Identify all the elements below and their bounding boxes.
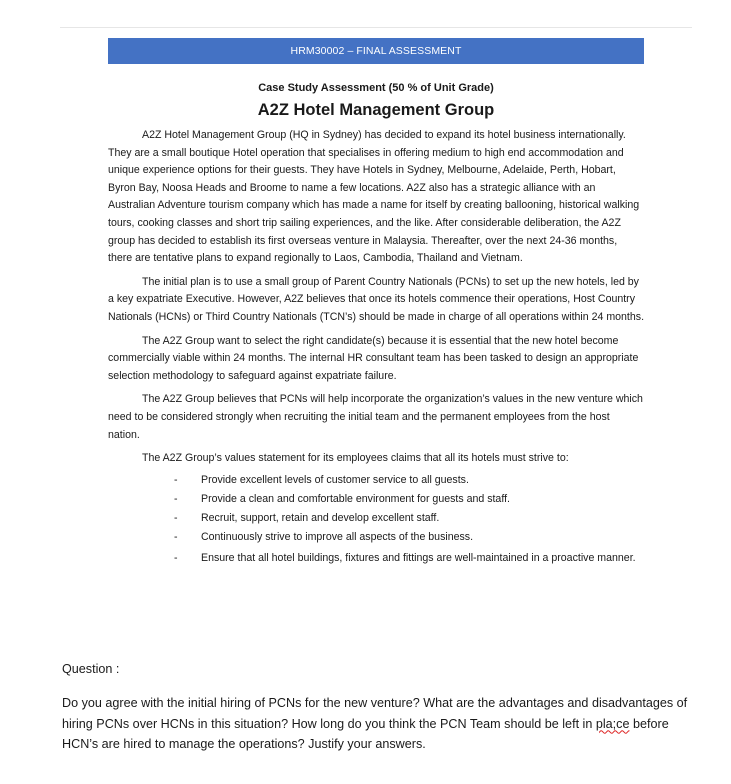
question-section bbox=[62, 662, 702, 767]
subtitle: Case Study Assessment (50 % of Unit Grade) bbox=[258, 82, 494, 94]
paragraph-initial-plan: The initial plan is to use a small group of Parent Country Nationals (PCNs) to set up the new hotels, led by a key expatriate Executive. However, A2Z believes that once its hotels commence their operations, Host Country Nationals (HCNs) or Third Country Nationals (TCN’s) should be made in charge of all operations within 24 months. bbox=[108, 275, 645, 323]
paragraph-intro: A2Z Hotel Management Group (HQ in Sydney) has decided to expand its hotel business internationally. They are a small boutique Hotel operation that specialises in offering medium to high end accommodation and unique experience options for their guests. They have Hotels in Sydney, Melbourne, Adelaide, Perth, Hobart, Byron Bay, Noosa Heads and Broome to name a few locations. A2Z also has a strategic alliance with an Australian Adventure tourism company which has made a name for itself by creating ballooning, historical walking tours, cooking classes and short trip sailing experiences, and the like. After considerable deliberation, the A2Z group has decided to establish its first overseas venture in Malaysia. Thereafter, over the next 24-36 months, there are tentative plans to expand regionally to Laos, Cambodia, Thailand and Vietnam. bbox=[108, 129, 640, 265]
question-label: Question : bbox=[62, 662, 120, 676]
misspelled-word[interactable]: pla;ce bbox=[595, 716, 630, 731]
list-item: - Ensure that all hotel buildings, fixtures and fittings are well-maintained in a proactive manner. bbox=[174, 551, 636, 564]
list-item: - Continuously strive to improve all aspects of the business. bbox=[174, 531, 474, 544]
paragraph-selection: The A2Z Group want to select the right candidate(s) because it is essential that the new hotel become commercially viable within 24 months. The internal HR consultant team has been tasked to design an appropriate selection methodology to safeguard against expatriate failure. bbox=[108, 334, 639, 382]
banner-text: HRM30002 – FINAL ASSESSMENT bbox=[290, 45, 462, 57]
assessment-banner bbox=[108, 38, 644, 64]
values-list bbox=[108, 471, 644, 566]
paragraph-values-pcn: The A2Z Group believes that PCNs will help incorporate the organization’s values in the new venture which need to be considered strongly when recruiting the initial team and the permanent employees from the host nation. bbox=[108, 393, 643, 441]
paragraph-values-statement: The A2Z Group’s values statement for its employees claims that all its hotels must strive to: bbox=[142, 452, 569, 465]
list-item: - Provide excellent levels of customer service to all guests. bbox=[174, 473, 469, 486]
question-text[interactable]: Do you agree with the initial hiring of PCNs for the new venture? What are the advantages and disadvantages of hiring PCNs over HCNs in this situation? How long do you think the PCN Team should be left in pla;ce before HCN’s are hired to manage the operations? Justify your answers. bbox=[62, 696, 688, 752]
document-page bbox=[108, 38, 644, 566]
list-item: - Provide a clean and comfortable environment for guests and staff. bbox=[174, 492, 510, 505]
document-title: A2Z Hotel Management Group bbox=[257, 101, 495, 119]
page-top-border bbox=[60, 27, 692, 28]
list-item: - Recruit, support, retain and develop excellent staff. bbox=[174, 512, 440, 525]
